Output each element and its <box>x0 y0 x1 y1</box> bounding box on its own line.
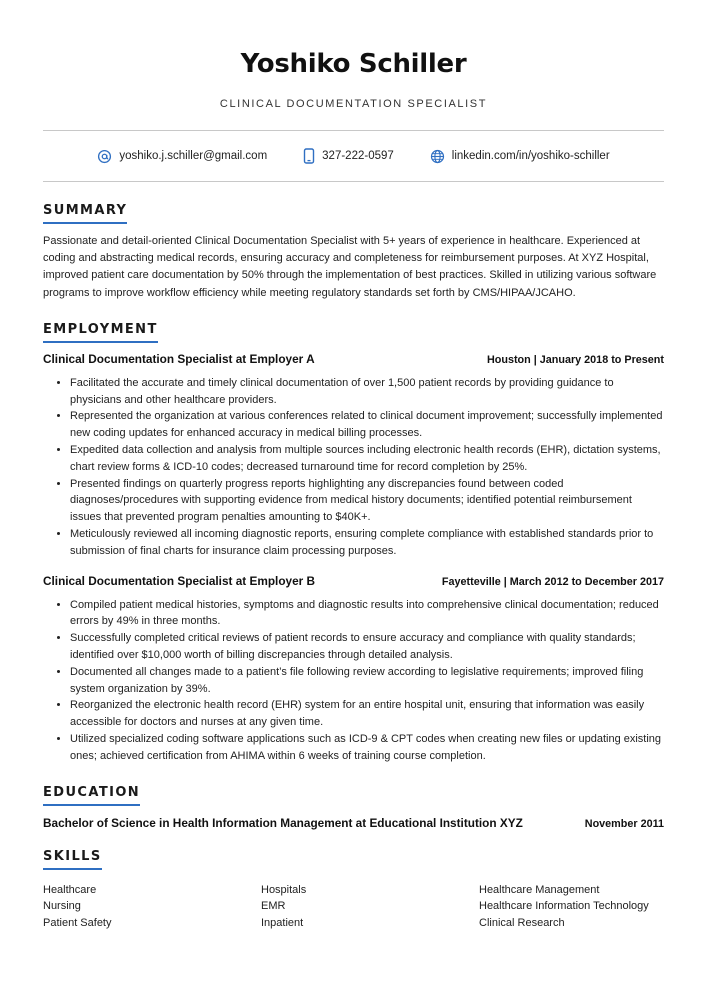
contact-phone[interactable] <box>303 148 394 164</box>
list-item: • Successfully completed critical reviews of patient records to ensure accuracy and compliance with quality standards; identified over $10,000 worth of billing discrepancies through detailed analysis. <box>70 630 664 664</box>
skills-column <box>261 882 479 932</box>
skills-column <box>43 882 261 932</box>
candidate-name: Yoshiko Schiller <box>240 49 467 79</box>
graduation-date: November 2011 <box>584 817 664 830</box>
summary-text: Passionate and detail-oriented Clinical Documentation Specialist with 5+ years of experience in healthcare. Experienced at coding and abstracting medical records, ensuring accuracy and completeness for reimbursement purposes. At XYZ Hospital, improved patient care documentation by 50% through the implementation of best practices. Skilled in utilizing various software programs to improve workflow efficiency while meeting regulatory standards set forth by CMS/HIPAA/JCAHO. <box>43 235 657 299</box>
list-item: • Presented findings on quarterly progress reports highlighting any discrepancies found between coded diagnoses/procedures with supporting evidence from medical history documents; identified potential reimbursement issues that prevented program penalties amounting to $40K+. <box>70 476 664 526</box>
education-section <box>43 783 664 830</box>
globe-icon <box>430 149 445 164</box>
skill-item: Healthcare Management <box>479 883 600 896</box>
summary-section <box>43 201 664 302</box>
contact-email[interactable] <box>97 149 267 164</box>
list-item: • Documented all changes made to a patient’s file following review according to legislative requirements; improved filing system organization by 39%. <box>70 664 664 698</box>
divider <box>43 181 664 182</box>
skill-item: Healthcare <box>43 883 97 896</box>
list-item: • Expedited data collection and analysis from multiple sources including electronic health records (EHR), dictation systems, chart review forms & ICD-10 codes; decreased turnaround time for record completion by 25%. <box>70 442 664 476</box>
contact-linkedin[interactable] <box>430 149 610 164</box>
education-heading: EDUCATION <box>43 785 140 806</box>
phone-text: 327-222-0597 <box>322 150 394 162</box>
email-text: yoshiko.j.schiller@gmail.com <box>119 150 268 162</box>
job-title: Clinical Documentation Specialist at Employer B <box>43 573 316 588</box>
skills-grid <box>43 882 664 932</box>
list-item: • Represented the organization at various conferences related to clinical document improvement; successfully implemented new coding updates for enhanced accuracy in medical billing processes. <box>70 408 664 442</box>
summary-heading: SUMMARY <box>43 203 127 224</box>
skill-item: Clinical Research <box>479 916 565 929</box>
list-item: • Compiled patient medical histories, symptoms and diagnostic results into comprehensive clinical documentation; reduced errors by 49% in three months. <box>70 597 664 631</box>
job-title: Clinical Documentation Specialist at Employer A <box>43 351 315 366</box>
employment-heading: EMPLOYMENT <box>43 322 158 343</box>
job-entry <box>43 574 664 765</box>
job-location-dates: Fayetteville | March 2012 to December 2017 <box>441 575 664 588</box>
job-header <box>43 574 664 588</box>
contact-bar <box>43 131 664 181</box>
skill-item: Patient Safety <box>43 916 112 929</box>
skills-section <box>43 847 664 932</box>
skill-item: Hospitals <box>261 883 307 896</box>
skills-column <box>479 882 664 932</box>
linkedin-text: linkedin.com/in/yoshiko-schiller <box>451 150 610 162</box>
list-item: • Meticulously reviewed all incoming diagnostic reports, ensuring complete compliance with established standards prior to submission of final charts for insurance claim processing purposes. <box>70 526 664 560</box>
list-item: • Reorganized the electronic health record (EHR) system for an entire hospital unit, ensuring that information was easily accessible for doctors and nurses at any given time. <box>70 697 664 731</box>
skill-item: Healthcare Information Technology <box>479 900 649 913</box>
job-bullets <box>43 597 664 765</box>
skills-heading: SKILLS <box>43 849 102 870</box>
job-title-heading: CLINICAL DOCUMENTATION SPECIALIST <box>219 98 488 110</box>
degree-title: Bachelor of Science in Health Information Management at Educational Institution XYZ <box>43 815 523 830</box>
education-entry <box>43 816 664 830</box>
phone-icon <box>303 148 315 164</box>
skill-item: Nursing <box>43 900 81 913</box>
job-entry <box>43 352 664 560</box>
skill-item: Inpatient <box>261 916 304 929</box>
at-sign-icon <box>97 149 112 164</box>
job-bullets <box>43 375 664 560</box>
job-location-dates: Houston | January 2018 to Present <box>486 353 664 366</box>
job-header <box>43 352 664 366</box>
skill-item: EMR <box>261 900 286 913</box>
list-item: • Utilized specialized coding software applications such as ICD-9 & CPT codes when creating new files or updating existing ones; achieved certification from AHIMA within 6 weeks of training course completion. <box>70 731 664 765</box>
list-item: • Facilitated the accurate and timely clinical documentation of over 1,500 patient records by providing guidance to physicians and other healthcare providers. <box>70 375 664 409</box>
employment-section <box>43 320 664 765</box>
